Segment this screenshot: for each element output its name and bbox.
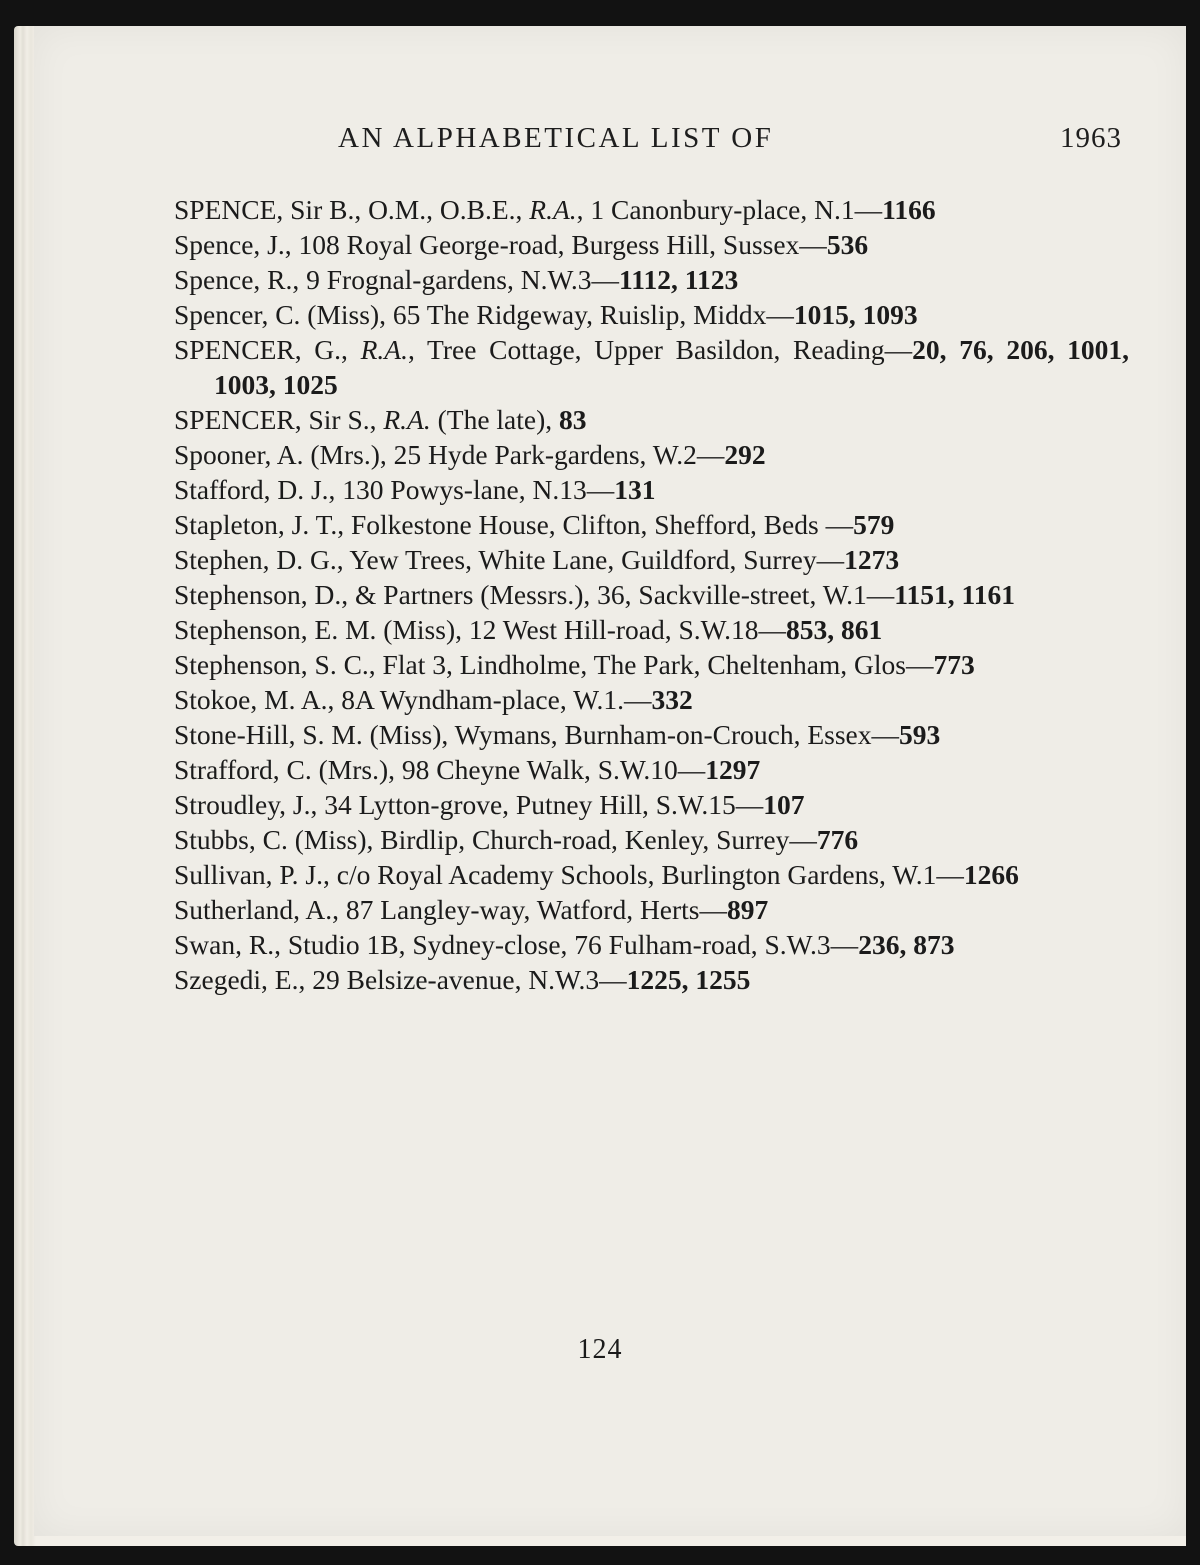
- entry-text: Strafford, C. (Mrs.), 98 Cheyne Walk, S.W.10—: [174, 754, 706, 785]
- entry-text: Stapleton, J. T., Folkestone House, Clifton, Shefford, Beds —: [174, 509, 854, 540]
- list-item: [174, 402, 1129, 437]
- entry-catalogue-numbers: 536: [826, 229, 869, 260]
- entry-text-cont: , 1 Canonbury-place, N.1—: [576, 194, 883, 225]
- list-item: [174, 437, 1129, 472]
- list-item: [174, 612, 1129, 647]
- entry-text-cont: (The late),: [430, 404, 559, 435]
- entry-text: Spooner, A. (Mrs.), 25 Hyde Park-gardens, W.2—: [174, 439, 725, 470]
- entry-text: Stone-Hill, S. M. (Miss), Wymans, Burnham-on-Crouch, Essex—: [174, 719, 900, 750]
- list-item: [174, 472, 1129, 507]
- entry-catalogue-numbers: 83: [559, 404, 587, 435]
- entry-text: SPENCER, G.,: [174, 334, 361, 365]
- page-number: 124: [577, 1334, 623, 1365]
- entry-catalogue-numbers: 332: [651, 684, 693, 715]
- entry-catalogue-numbers: 1166: [882, 194, 936, 225]
- entry-text: Stroudley, J., 34 Lytton-grove, Putney Hill, S.W.15—: [174, 789, 764, 820]
- entry-catalogue-numbers: 776: [816, 824, 859, 855]
- entry-text: SPENCER, Sir S.,: [174, 404, 384, 435]
- list-item: [174, 822, 1129, 857]
- list-item: [174, 892, 1129, 927]
- entry-catalogue-numbers: 107: [763, 789, 805, 820]
- list-item: [174, 542, 1129, 577]
- header-title: AN ALPHABETICAL LIST OF: [338, 122, 774, 154]
- list-item: [174, 192, 1129, 227]
- list-item: [174, 682, 1129, 717]
- entry-catalogue-numbers: 897: [727, 894, 769, 925]
- entry-honour: R.A.: [360, 334, 408, 365]
- entry-text: Spence, R., 9 Frognal-gardens, N.W.3—: [174, 264, 620, 295]
- entry-text: Swan, R., Studio 1B, Sydney-close, 76 Fulham-road, S.W.3—: [174, 929, 859, 960]
- entry-catalogue-numbers: 20, 76, 206, 1001, 1003, 1025: [214, 334, 1130, 400]
- list-item: [174, 262, 1129, 297]
- entry-catalogue-numbers: 1297: [705, 754, 761, 785]
- entry-catalogue-numbers: 1015, 1093: [793, 299, 918, 330]
- list-item: [174, 227, 1129, 262]
- header-year: 1963: [1060, 122, 1122, 154]
- list-item: [174, 577, 1129, 612]
- list-item: [174, 752, 1129, 787]
- entry-text: Stephen, D. G., Yew Trees, White Lane, Guildford, Surrey—: [174, 544, 845, 575]
- list-item: [174, 857, 1129, 892]
- entry-catalogue-numbers: 131: [614, 474, 656, 505]
- entry-catalogue-numbers: 1151, 1161: [894, 579, 1015, 610]
- entry-text: Sutherland, A., 87 Langley-way, Watford, Herts—: [174, 894, 728, 925]
- entry-text: Sullivan, P. J., c/o Royal Academy Schools, Burlington Gardens, W.1—: [174, 859, 964, 890]
- entry-text: Stubbs, C. (Miss), Birdlip, Church-road, Kenley, Surrey—: [174, 824, 817, 855]
- entry-text-cont: , Tree Cottage, Upper Basildon, Reading—: [407, 334, 913, 365]
- entry-catalogue-numbers: 853, 861: [785, 614, 883, 645]
- entry-catalogue-numbers: 1112, 1123: [619, 264, 739, 295]
- list-item: [174, 297, 1129, 332]
- list-item: [174, 962, 1129, 997]
- entry-text: Szegedi, E., 29 Belsize-avenue, N.W.3—: [174, 964, 627, 995]
- entry-text: SPENCE, Sir B., O.M., O.B.E.,: [174, 194, 530, 225]
- entry-catalogue-numbers: 1266: [963, 859, 1019, 890]
- entry-text: Stephenson, E. M. (Miss), 12 West Hill-road, S.W.18—: [174, 614, 786, 645]
- list-item: [174, 332, 1129, 402]
- entry-catalogue-numbers: 1273: [844, 544, 900, 575]
- list-item: [174, 507, 1129, 542]
- entry-catalogue-numbers: 773: [933, 649, 975, 680]
- entry-catalogue-numbers: 236, 873: [858, 929, 955, 960]
- list-item: [174, 927, 1129, 962]
- entry-text: Stafford, D. J., 130 Powys-lane, N.13—: [174, 474, 615, 505]
- list-item: [174, 647, 1129, 682]
- entry-text: Stephenson, S. C., Flat 3, Lindholme, The Park, Cheltenham, Glos—: [174, 649, 934, 680]
- entry-honour: R.A.: [529, 194, 577, 225]
- entry-text: Stephenson, D., & Partners (Messrs.), 36, Sackville-street, W.1—: [174, 579, 895, 610]
- entry-text: Spencer, C. (Miss), 65 The Ridgeway, Ruislip, Middx—: [174, 299, 794, 330]
- list-item: [174, 787, 1129, 822]
- list-item: [174, 717, 1129, 752]
- running-header: [338, 122, 1122, 162]
- entry-honour: R.A.: [383, 404, 431, 435]
- entry-list: [174, 192, 1129, 997]
- entry-catalogue-numbers: 579: [853, 509, 895, 540]
- entry-text: Spence, J., 108 Royal George-road, Burgess Hill, Sussex—: [174, 229, 827, 260]
- entry-text: Stokoe, M. A., 8A Wyndham-place, W.1.—: [174, 684, 652, 715]
- entry-catalogue-numbers: 593: [899, 719, 941, 750]
- entry-catalogue-numbers: 292: [724, 439, 766, 470]
- entry-catalogue-numbers: 1225, 1255: [626, 964, 751, 995]
